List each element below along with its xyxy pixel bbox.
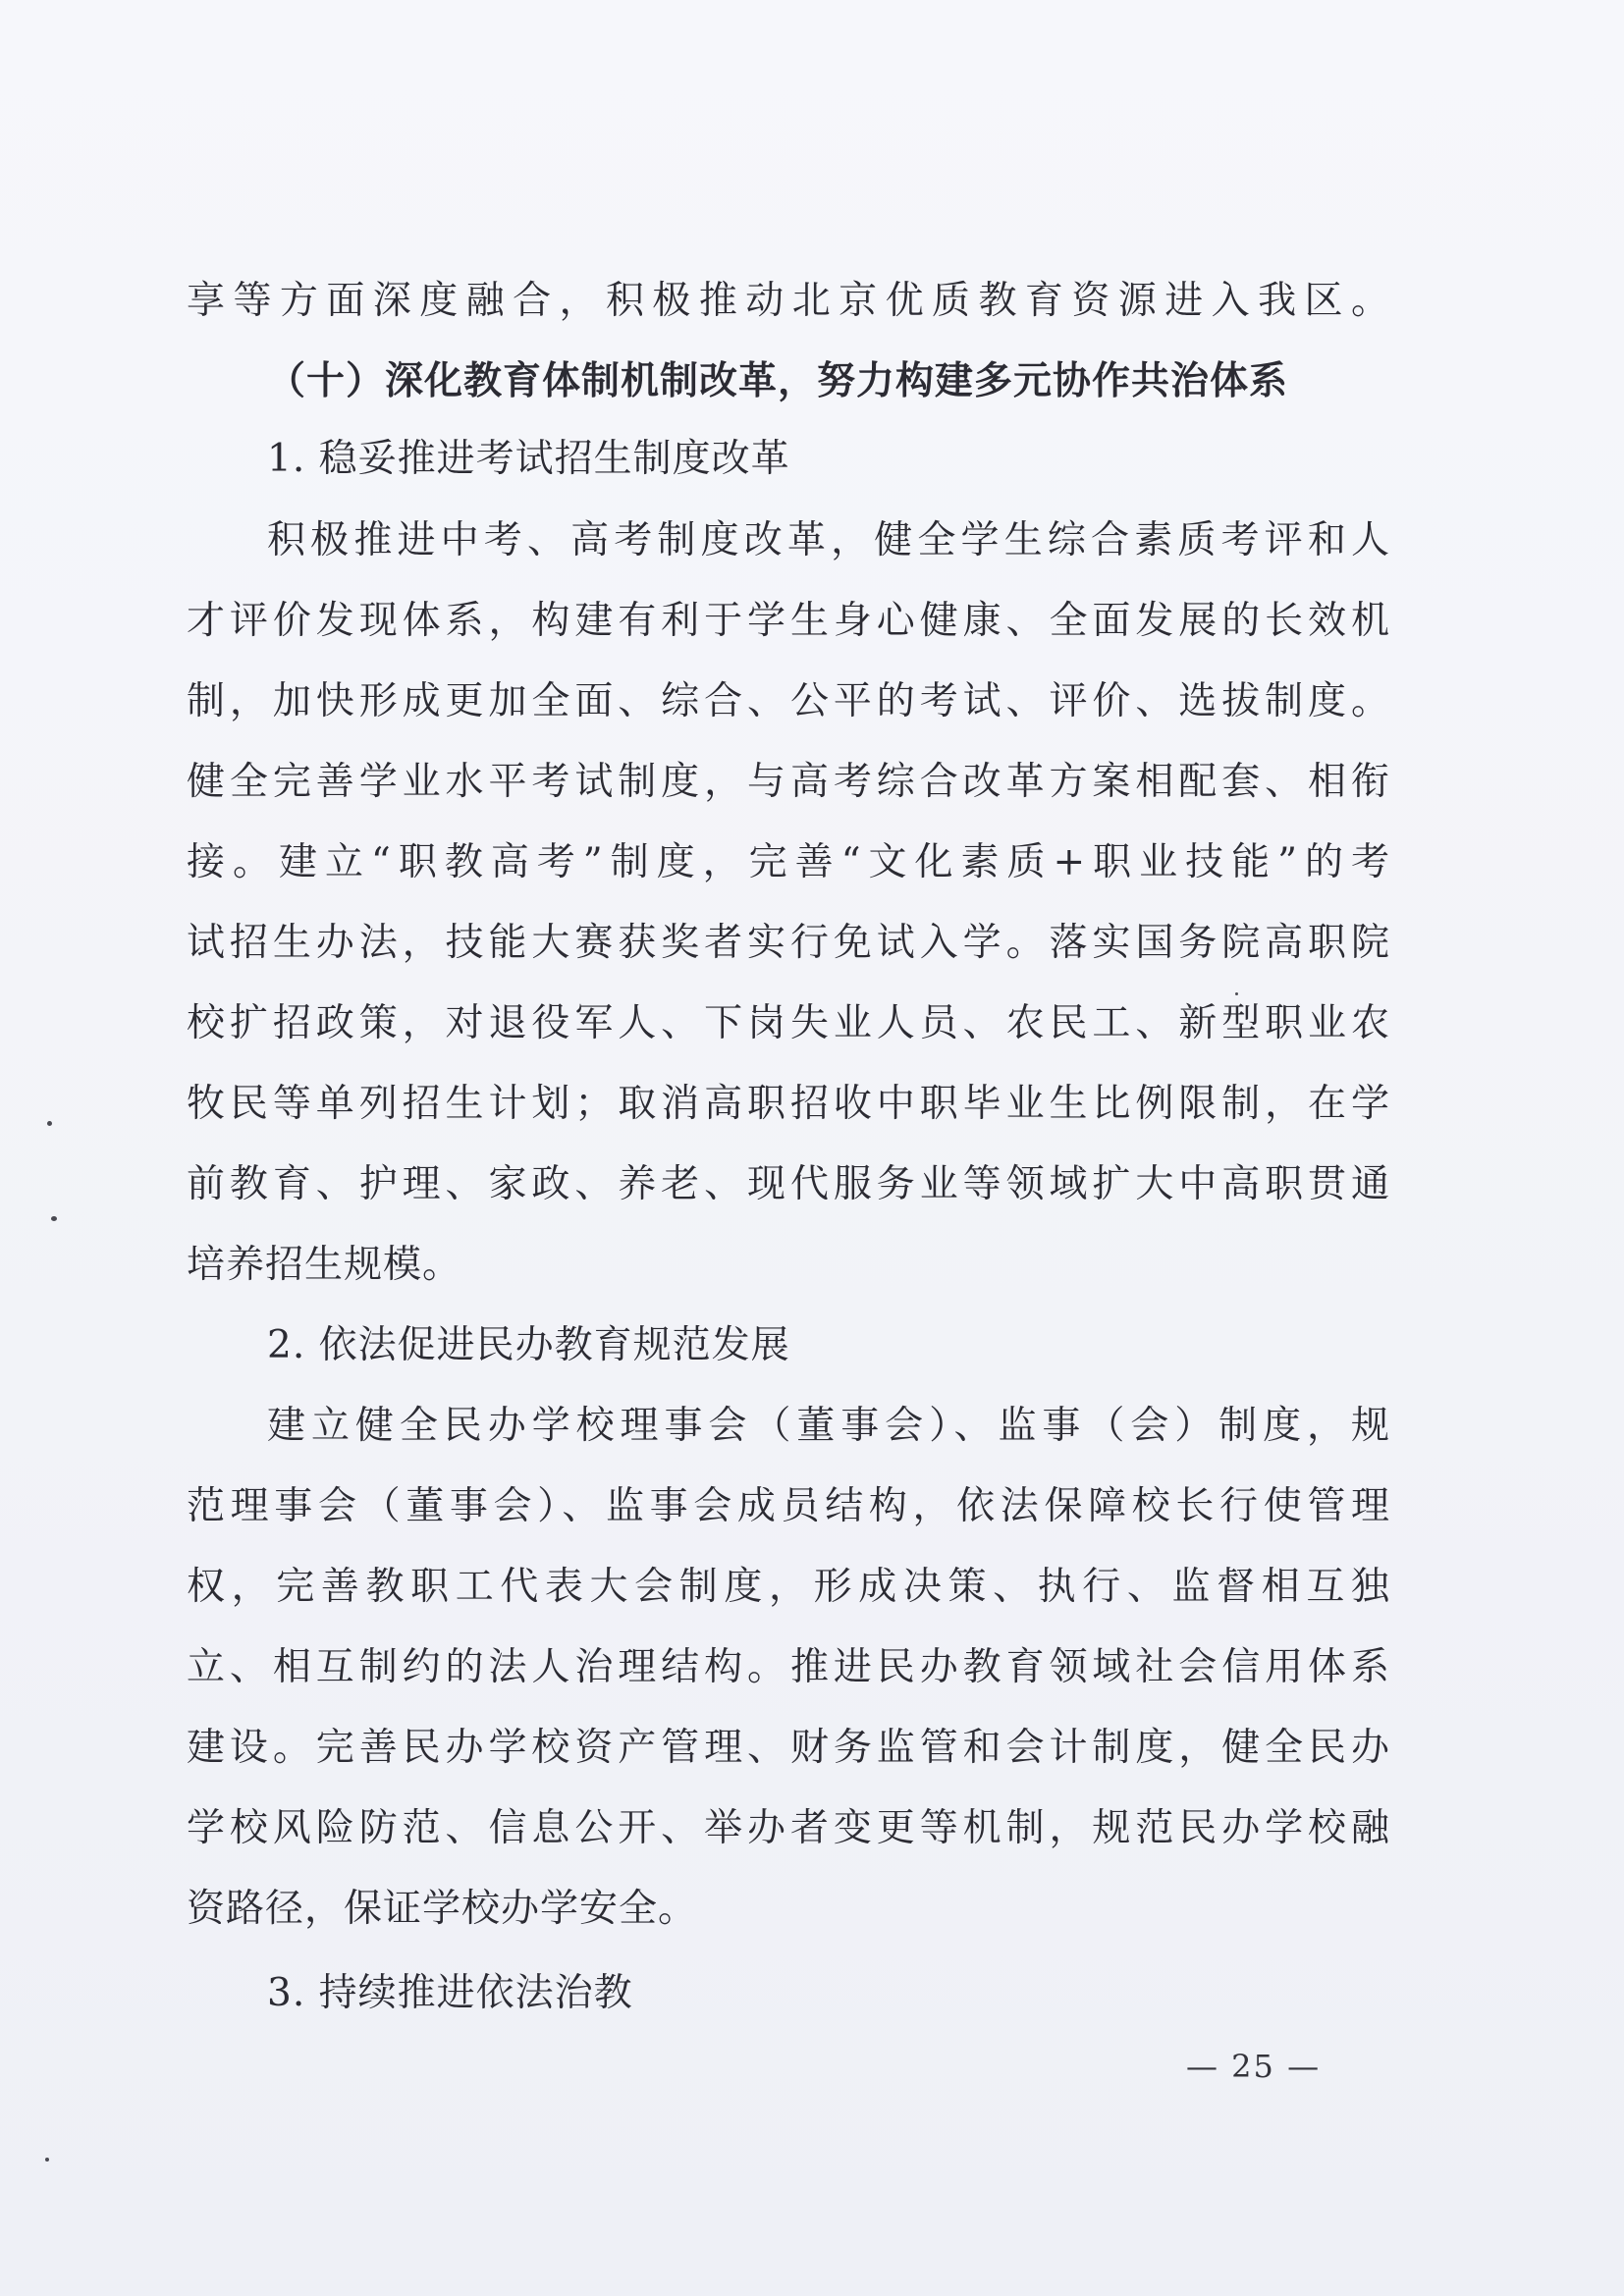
scan-speck <box>45 2158 49 2162</box>
page-number: — 25 — <box>1186 2048 1322 2085</box>
body-line: 建设。完善民办学校资产管理、财务监管和会计制度，健全民办 <box>187 1726 1390 1770</box>
subheading-2: 2. 依法促进民办教育规范发展 <box>267 1323 790 1367</box>
body-line: 立、相互制约的法人治理结构。推进民办教育领域社会信用体系 <box>187 1645 1390 1689</box>
body-line: 范理事会（董事会）、监事会成员结构，依法保障校长行使管理 <box>187 1484 1390 1528</box>
body-line-end: 资路径，保证学校办学安全。 <box>187 1887 698 1931</box>
body-line: 制，加快形成更加全面、综合、公平的考试、评价、选拔制度。 <box>187 679 1390 723</box>
body-line: 学校风险防范、信息公开、举办者变更等机制，规范民办学校融 <box>187 1806 1390 1850</box>
subheading-1: 1. 稳妥推进考试招生制度改革 <box>267 437 790 481</box>
body-line: 健全完善学业水平考试制度，与高考综合改革方案相配套、相衔 <box>187 760 1390 804</box>
body-line: 权，完善教职工代表大会制度，形成决策、执行、监督相互独 <box>187 1565 1390 1609</box>
scan-speck <box>47 1121 52 1126</box>
subheading-3: 3. 持续推进依法治教 <box>267 1971 633 2015</box>
body-line: 接。建立“职教高考”制度，完善“文化素质+职业技能”的考 <box>187 840 1390 884</box>
scan-speck <box>1235 992 1238 995</box>
body-line-end: 培养招生规模。 <box>187 1243 462 1287</box>
body-line: 试招生办法，技能大赛获奖者实行免试入学。落实国务院高职院 <box>187 921 1390 965</box>
body-line: 积极推进中考、高考制度改革，健全学生综合素质考评和人 <box>267 518 1390 562</box>
body-line: 校扩招政策，对退役军人、下岗失业人员、农民工、新型职业农 <box>187 1001 1390 1045</box>
section-heading-10: （十）深化教育体制机制改革，努力构建多元协作共治体系 <box>267 358 1289 403</box>
body-line: 前教育、护理、家政、养老、现代服务业等领域扩大中高职贯通 <box>187 1162 1390 1206</box>
paragraph-continuation-line: 享等方面深度融合，积极推动北京优质教育资源进入我区。 <box>187 279 1390 323</box>
scan-speck <box>51 1216 57 1221</box>
body-line: 才评价发现体系，构建有利于学生身心健康、全面发展的长效机 <box>187 599 1390 643</box>
body-line: 建立健全民办学校理事会（董事会）、监事（会）制度，规 <box>267 1404 1390 1448</box>
body-line: 牧民等单列招生计划；取消高职招收中职毕业生比例限制，在学 <box>187 1082 1390 1126</box>
